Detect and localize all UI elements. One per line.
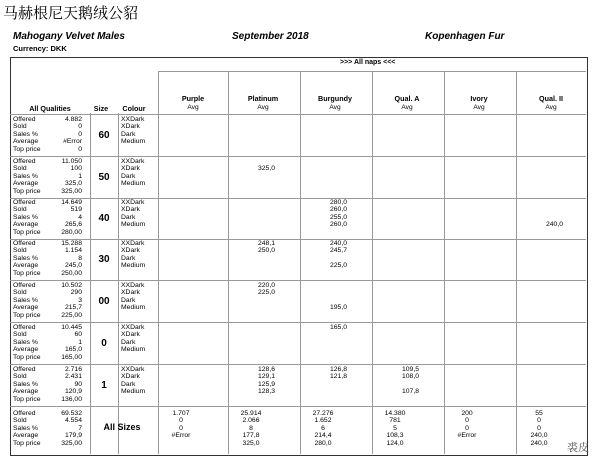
- column-rule: [228, 72, 229, 454]
- header-quality: Qual. II: [539, 94, 563, 103]
- report-title: Mahogany Velvet Males: [13, 31, 125, 42]
- header-colour: Colour: [122, 104, 146, 113]
- colour-label: Medium: [121, 304, 146, 312]
- total-quality-value: 0: [537, 417, 541, 425]
- total-quality-value: 1.707: [172, 410, 190, 417]
- row-label: Top price: [13, 311, 41, 319]
- quality-value: 165,0: [329, 324, 347, 331]
- row-value: 11.050: [61, 158, 82, 165]
- colour-label: Dark: [121, 380, 136, 388]
- row-label: Sales %: [13, 172, 38, 180]
- header-quality: Ivory: [470, 94, 488, 103]
- total-quality-value: 5: [393, 424, 397, 432]
- row-value: 215,7: [64, 304, 82, 312]
- report-date: September 2018: [232, 31, 309, 42]
- quality-value: 260,0: [329, 206, 347, 214]
- quality-value: 195,0: [329, 304, 347, 312]
- colour-label: Dark: [121, 172, 136, 180]
- row-label: Offered: [13, 282, 36, 289]
- banner: >>> All naps <<<: [340, 59, 396, 66]
- quality-value: 129,1: [257, 373, 275, 381]
- total-quality-value: 200: [461, 410, 473, 417]
- total-quality-value: 124,0: [386, 439, 404, 447]
- colour-label: Medium: [121, 262, 146, 270]
- total-quality-value: 0: [179, 417, 183, 425]
- row-value: 3: [78, 296, 82, 304]
- row-label: Top price: [13, 353, 41, 361]
- colour-label: XXDark: [121, 199, 145, 206]
- total-value: 179,9: [64, 432, 82, 440]
- row-label: Top price: [13, 395, 41, 403]
- quality-value: 225,0: [257, 289, 275, 297]
- quality-value: 250,0: [257, 247, 275, 255]
- colour-label: Dark: [121, 213, 136, 221]
- row-value: 100: [70, 165, 82, 173]
- header-quality: Burgundy: [318, 94, 352, 103]
- row-label: Offered: [13, 324, 36, 331]
- row-label: Average: [13, 346, 39, 354]
- quality-value: 121,8: [329, 373, 347, 381]
- row-value: 90: [74, 380, 82, 388]
- quality-value: 128,3: [257, 388, 275, 396]
- column-rule: [118, 113, 119, 454]
- row-label: Sales %: [13, 296, 38, 304]
- column-rule: [444, 72, 445, 454]
- row-label: Sales %: [13, 254, 38, 262]
- total-label: Top price: [13, 439, 41, 447]
- row-value: 325,0: [64, 180, 82, 188]
- row-value: 325,00: [61, 187, 82, 195]
- quality-value: 220,0: [257, 282, 275, 289]
- total-label: Average: [13, 432, 39, 440]
- total-label: Sold: [13, 417, 27, 425]
- total-label: Sales %: [13, 424, 38, 432]
- quality-value: 107,8: [401, 388, 419, 396]
- quality-value: 255,0: [329, 213, 347, 221]
- row-value: #Error: [63, 138, 82, 146]
- row-value: 265,6: [64, 221, 82, 229]
- row-rule: [10, 364, 586, 365]
- colour-label: XDark: [121, 123, 140, 131]
- row-rule: [10, 239, 586, 240]
- row-label: Sold: [13, 247, 27, 255]
- row-value: 14.649: [61, 199, 82, 206]
- total-quality-value: 280,0: [314, 439, 332, 447]
- row-label: Average: [13, 221, 39, 229]
- row-value: 280,00: [61, 228, 82, 236]
- total-quality-value: 25.914: [240, 410, 262, 417]
- row-label: Average: [13, 138, 39, 146]
- column-rule: [516, 72, 517, 454]
- watermark: 裘皮: [567, 442, 589, 454]
- header-size: Size: [93, 104, 109, 113]
- total-value: 4.554: [64, 417, 82, 425]
- row-label: Sales %: [13, 380, 38, 388]
- colour-label: Dark: [121, 296, 136, 304]
- total-label: Offered: [13, 410, 36, 417]
- header-all-qualities: All Qualities: [29, 104, 71, 113]
- colour-label: XDark: [121, 247, 140, 255]
- row-label: Average: [13, 304, 39, 312]
- total-quality-value: 2.066: [242, 417, 260, 425]
- total-quality-value: 240,0: [530, 439, 548, 447]
- total-size: All Sizes: [103, 422, 141, 432]
- quality-value: 240,0: [329, 240, 347, 247]
- total-quality-value: 240,0: [530, 432, 548, 440]
- size-label: 40: [98, 213, 110, 224]
- row-value: 0: [78, 130, 82, 138]
- total-quality-value: 6: [321, 424, 325, 432]
- quality-value: 248,1: [257, 240, 275, 247]
- header-avg: Avg: [329, 104, 341, 111]
- total-quality-value: 781: [389, 417, 401, 425]
- row-value: 15.288: [61, 240, 82, 247]
- total-quality-value: 0: [465, 417, 469, 425]
- row-label: Sold: [13, 165, 27, 173]
- quality-value: 128,6: [257, 366, 275, 373]
- quality-value: 240,0: [545, 221, 563, 229]
- chinese-title: 马赫根尼天鹅绒公貂: [3, 4, 139, 22]
- row-value: 165,0: [64, 346, 82, 354]
- colour-label: XXDark: [121, 240, 145, 247]
- row-value: 2.716: [64, 366, 82, 373]
- colour-label: Dark: [121, 338, 136, 346]
- size-label: 00: [98, 296, 110, 307]
- row-label: Top price: [13, 187, 41, 195]
- header-avg: Avg: [187, 104, 199, 111]
- total-value: 69.532: [61, 410, 82, 417]
- row-label: Sales %: [13, 213, 38, 221]
- row-value: 10.502: [61, 282, 82, 289]
- total-quality-value: 177,8: [242, 432, 260, 440]
- header-avg: Avg: [473, 104, 485, 111]
- row-rule: [10, 280, 586, 281]
- row-label: Offered: [13, 199, 36, 206]
- total-quality-value: 0: [179, 424, 183, 432]
- row-label: Top price: [13, 145, 41, 153]
- total-quality-value: 14.380: [384, 410, 406, 417]
- row-value: 0: [78, 145, 82, 153]
- total-quality-value: #Error: [171, 432, 191, 440]
- column-rule: [158, 72, 159, 454]
- quality-value: 125,9: [257, 380, 275, 388]
- header-avg: Avg: [545, 104, 557, 111]
- quality-value: 280,0: [329, 199, 347, 206]
- row-value: 4.882: [64, 116, 82, 123]
- row-label: Sold: [13, 331, 27, 339]
- row-label: Offered: [13, 116, 36, 123]
- header-quality: Purple: [181, 94, 205, 103]
- colour-label: XXDark: [121, 116, 145, 123]
- colour-label: XXDark: [121, 324, 145, 331]
- colour-label: Dark: [121, 130, 136, 138]
- quality-value: 260,0: [329, 221, 347, 229]
- colour-label: XDark: [121, 373, 140, 381]
- row-label: Sales %: [13, 130, 38, 138]
- row-label: Top price: [13, 228, 41, 236]
- size-label: 1: [101, 380, 107, 391]
- total-rule: [10, 406, 586, 407]
- report-source: Kopenhagen Fur: [425, 31, 505, 42]
- row-value: 1: [78, 172, 82, 180]
- row-value: 250,00: [61, 269, 82, 277]
- total-value: 325,00: [61, 439, 82, 447]
- colour-label: XDark: [121, 331, 140, 339]
- size-label: 60: [98, 130, 110, 141]
- row-label: Average: [13, 262, 39, 270]
- row-label: Sold: [13, 373, 27, 381]
- total-quality-value: 8: [249, 424, 253, 432]
- column-rule: [90, 113, 91, 454]
- total-quality-value: #Error: [457, 432, 477, 440]
- size-label: 30: [98, 254, 110, 265]
- total-quality-value: 27.276: [312, 410, 334, 417]
- row-value: 136,00: [61, 395, 82, 403]
- row-rule: [10, 322, 586, 323]
- quality-value: 108,0: [401, 373, 419, 381]
- row-rule: [10, 156, 586, 157]
- colour-label: Medium: [121, 388, 146, 396]
- row-label: Offered: [13, 240, 36, 247]
- total-quality-value: 108,3: [386, 432, 404, 440]
- row-value: 290: [70, 289, 82, 297]
- column-rule: [372, 72, 373, 454]
- row-label: Sales %: [13, 338, 38, 346]
- quality-value: 126,8: [329, 366, 347, 373]
- row-label: Offered: [13, 158, 36, 165]
- colour-label: XDark: [121, 206, 140, 214]
- row-rule: [10, 198, 586, 199]
- row-value: 4: [78, 213, 82, 221]
- quality-value: 325,0: [257, 165, 275, 173]
- colour-label: XXDark: [121, 282, 145, 289]
- row-label: Average: [13, 180, 39, 188]
- quality-value: 225,0: [329, 262, 347, 270]
- colour-label: Medium: [121, 180, 146, 188]
- row-label: Top price: [13, 269, 41, 277]
- row-value: 10.445: [61, 324, 82, 331]
- quality-value: 109,5: [401, 366, 419, 373]
- header-avg: Avg: [257, 104, 269, 111]
- row-label: Sold: [13, 206, 27, 214]
- row-value: 519: [70, 206, 82, 214]
- header-avg: Avg: [401, 104, 413, 111]
- row-label: Sold: [13, 123, 27, 131]
- row-value: 1: [78, 338, 82, 346]
- row-label: Offered: [13, 366, 36, 373]
- total-quality-value: 55: [535, 410, 543, 417]
- row-value: 2.431: [64, 373, 82, 381]
- currency-label: Currency: DKK: [13, 44, 67, 53]
- total-quality-value: 1.652: [314, 417, 332, 425]
- colour-label: Medium: [121, 221, 146, 229]
- row-value: 0: [78, 123, 82, 131]
- row-label: Average: [13, 388, 39, 396]
- row-value: 1.154: [64, 247, 82, 255]
- quality-value: 245,7: [329, 247, 347, 255]
- header-rule: [10, 114, 586, 115]
- row-value: 165,00: [61, 353, 82, 361]
- total-quality-value: 0: [537, 424, 541, 432]
- colour-label: XXDark: [121, 158, 145, 165]
- total-quality-value: 214,4: [314, 432, 332, 440]
- total-quality-value: 325,0: [242, 439, 260, 447]
- colour-label: Medium: [121, 346, 146, 354]
- total-quality-value: 0: [465, 424, 469, 432]
- row-value: 245,0: [64, 262, 82, 270]
- header-quality: Qual. A: [394, 94, 420, 103]
- row-value: 225,00: [61, 311, 82, 319]
- row-value: 8: [78, 254, 82, 262]
- size-label: 50: [98, 172, 110, 183]
- colour-label: XDark: [121, 289, 140, 297]
- total-value: 7: [78, 424, 82, 432]
- colour-label: Medium: [121, 138, 146, 146]
- colour-label: XDark: [121, 165, 140, 173]
- row-label: Sold: [13, 289, 27, 297]
- colour-label: Dark: [121, 254, 136, 262]
- header-quality: Platinum: [247, 94, 279, 103]
- size-label: 0: [101, 338, 107, 349]
- row-value: 120,9: [64, 388, 82, 396]
- colour-label: XXDark: [121, 366, 145, 373]
- row-value: 60: [74, 331, 82, 339]
